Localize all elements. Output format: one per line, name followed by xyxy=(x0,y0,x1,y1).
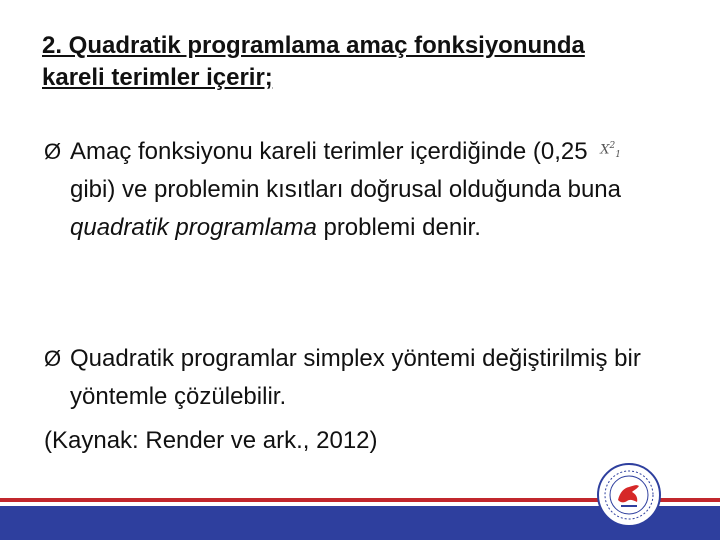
bullet-1-text-before: Amaç fonksiyonu kareli terimler içerdiğinde (0,25 xyxy=(70,138,595,165)
bullet-1-text-end: problemi denir. xyxy=(316,214,481,241)
title-line-2: kareli terimler içerir; xyxy=(42,64,273,91)
bullet-1-italic-term: quadratik programlama xyxy=(70,214,317,241)
slide-title xyxy=(42,30,682,94)
formula-base: X xyxy=(600,142,610,158)
title-line-1: 2. Quadratik programlama amaç fonksiyonunda xyxy=(42,32,585,59)
bullet-item-1 xyxy=(44,133,664,247)
bullet-1-text-after: gibi) ve problemin kısıtları doğrusal olduğunda buna xyxy=(70,176,622,203)
formula-superscript: 2 xyxy=(609,141,616,151)
bullet-text-2: Quadratik programlar simplex yöntemi değiştirilmiş bir yöntemle çözülebilir. xyxy=(70,345,641,410)
arrow-bullet-icon: Ø xyxy=(44,346,62,371)
logo-graphic xyxy=(596,462,662,528)
source-citation: (Kaynak: Render ve ark., 2012) xyxy=(44,427,378,454)
formula-subscript: 1 xyxy=(615,149,621,160)
formula-x-squared xyxy=(594,137,624,161)
bullet-text-1 xyxy=(70,133,664,247)
arrow-bullet-icon: Ø xyxy=(44,139,62,164)
bullet-item-2 xyxy=(44,340,664,416)
university-emblem-icon xyxy=(596,462,662,528)
